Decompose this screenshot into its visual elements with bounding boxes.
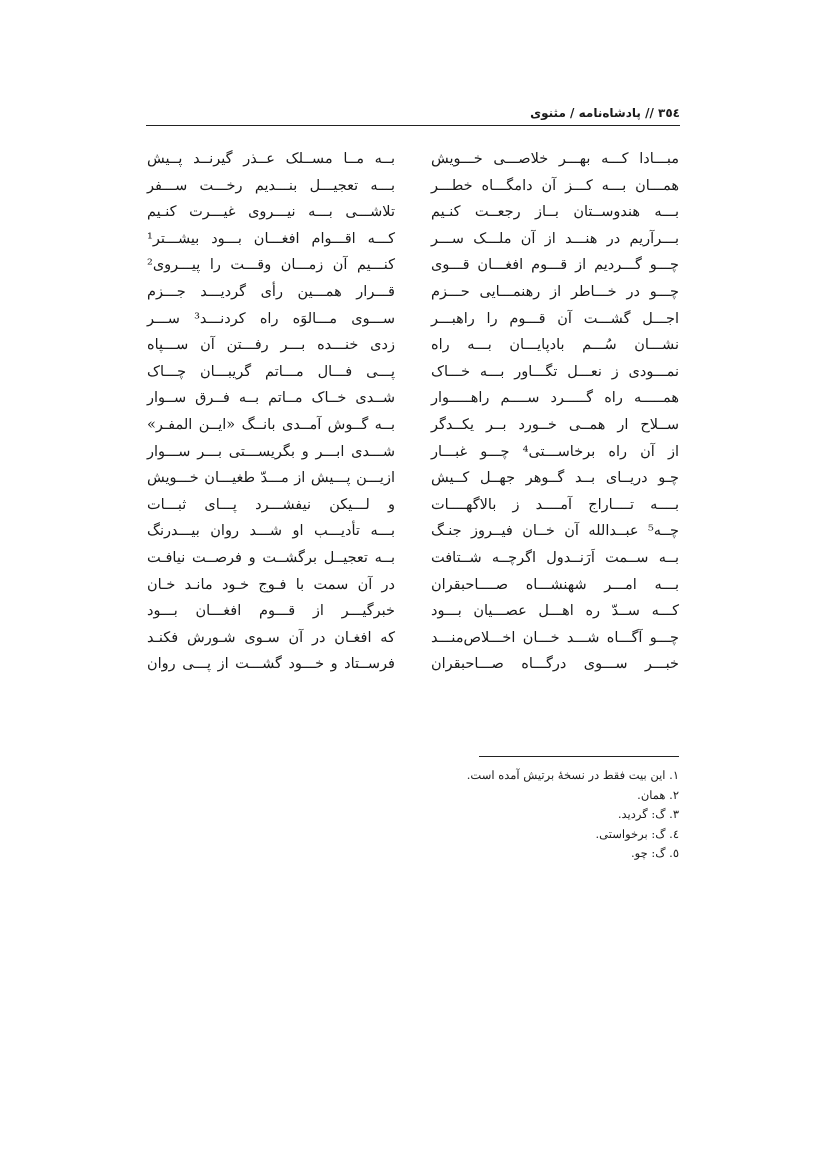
verse-line: چــه⁵ عبــدالله آن خــان فیــروز جنـگ xyxy=(431,523,679,540)
verse-line: قـــرار همـــین رأی گردیـــد جـــزم xyxy=(147,283,395,300)
verse-line: بــه تعجیــل برگشــت و فرصــت نیافـت xyxy=(147,549,395,566)
verse-line: بــه گــوش آمــدی بانــگ «ایــن المفـر» xyxy=(147,416,395,433)
verse-line: بـــرآریم در هنـــد از آن ملـــک ســـر xyxy=(431,230,679,247)
verse-line: ســلاح ار همــی خــورد بــر یکــدگر xyxy=(431,416,679,433)
footnote: ٢. همان. xyxy=(637,787,679,802)
verse-line: بــه ســمت اَرَنــدول اگرچــه شــتافت xyxy=(431,549,679,566)
header-rule xyxy=(146,125,680,126)
verse-line: بــــه تــــاراج آمــــد ز بالاگهــــات xyxy=(431,496,679,513)
verse-line: کـــه ســدّ ره اهـــل عصـــیان بـــود xyxy=(431,603,679,620)
verse-line: ســـوی مـــالوَه راه کردنـــد³ ســـر xyxy=(147,310,395,327)
verse-line: شــدی خــاک مــاتم بــه فــرق ســوار xyxy=(147,390,395,407)
verse-line: تلاشـــی بـــه نیـــروی غیـــرت کنـیم xyxy=(147,204,395,221)
footnote: ٥. گ: چو. xyxy=(630,846,679,860)
footnote: ٤. گ: برخواستی. xyxy=(595,826,679,841)
verse-line: همـــــه راه گـــــرد ســــم راهـــــوار xyxy=(431,390,679,407)
verse-line: خبـــر ســـوی درگـــاه صـــاحبقران xyxy=(431,656,679,673)
verse-column-right xyxy=(431,146,679,678)
footnote-rule xyxy=(479,756,679,757)
verse-line: از آن راه برخاســـتی⁴ چـــو غبـــار xyxy=(431,443,680,460)
verse-line: نشـــان سُـــم بادپایـــان بـــه راه xyxy=(431,337,679,354)
verse-line: شـــدی ابـــر و بگریســـتی بـــر ســـوار xyxy=(147,443,395,460)
footnote: ١. این بیت فقط در نسخهٔ برتیش آمده است. xyxy=(466,768,679,782)
verse-line: خبرگیـــر از قـــوم افغـــان بـــود xyxy=(147,603,395,620)
verse-line: چـو دریــای بــد گــوهر جهــل کــیش xyxy=(431,470,679,487)
verse-line: ازیـــن پـــیش از مـــدّ طغیـــان خـــویش xyxy=(147,470,395,487)
verse-line: که افغـان در آن سـوی شـورش فکنـد xyxy=(147,629,395,646)
verse-line: بـــه تعجیـــل بنـــدیم رخـــت ســـفر xyxy=(147,177,395,194)
verse-line: کـــه اقـــوام افغـــان بـــود بیشـــتر¹ xyxy=(147,230,395,247)
verse-column-left xyxy=(147,146,395,678)
verse-line: کنـــیم آن زمـــان وقـــت را پیـــروی² xyxy=(147,257,395,274)
verse-line: فرســتاد و خـــود گشـــت از پـــی روان xyxy=(147,656,395,673)
footnotes xyxy=(279,766,679,864)
footnote: ٣. گ: گردید. xyxy=(617,807,679,821)
verse-line: پـــی فـــال مـــاتم گریبـــان چـــاک xyxy=(147,363,395,380)
verse-line: بـــه امـــر شهنشـــاه صــــاحبقران xyxy=(431,576,679,593)
verse-line: نمـــودی ز نعـــل تگـــاور بـــه خـــاک xyxy=(431,363,679,380)
verse-line: مبـــادا کـــه بهـــر خلاصـــی خـــویش xyxy=(431,151,679,167)
verse-line: در آن سمت با فـوج خـود مانـد خـان xyxy=(147,576,395,593)
verse-line: بــه مــا مســلک عــذر گیرنــد پــیش xyxy=(147,151,395,167)
verse-line: بـــه تأدیـــب او شـــد روان بیـــدرنگ xyxy=(147,523,395,540)
verse-line: چـــو در خـــاطر از رهنمـــایی حـــزم xyxy=(431,283,679,300)
verse-line: و لـــیکن نیفشـــرد پـــای ثبـــات xyxy=(147,496,395,513)
verse-line: اجـــل گشـــت آن قـــوم را راهبـــر xyxy=(431,310,679,327)
verse-line: چـــو آگـــاه شـــد خـــان اخـــلاص‌منـــد xyxy=(431,629,679,646)
running-head: ٣٥٤ // پادشاه‌نامه / مثنوی xyxy=(530,106,680,120)
verse-line: چـــو گـــردیم از قـــوم افغـــان قـــوی xyxy=(431,257,679,274)
verse-line: همـــان بـــه کـــز آن دامگـــاه خطـــر xyxy=(431,177,679,194)
verse-line: بـــه هندوســتان بــاز رجعــت کنـیم xyxy=(431,204,679,221)
verse-line: زدی خنـــده بـــر رفـــتن آن ســـپاه xyxy=(147,337,395,354)
